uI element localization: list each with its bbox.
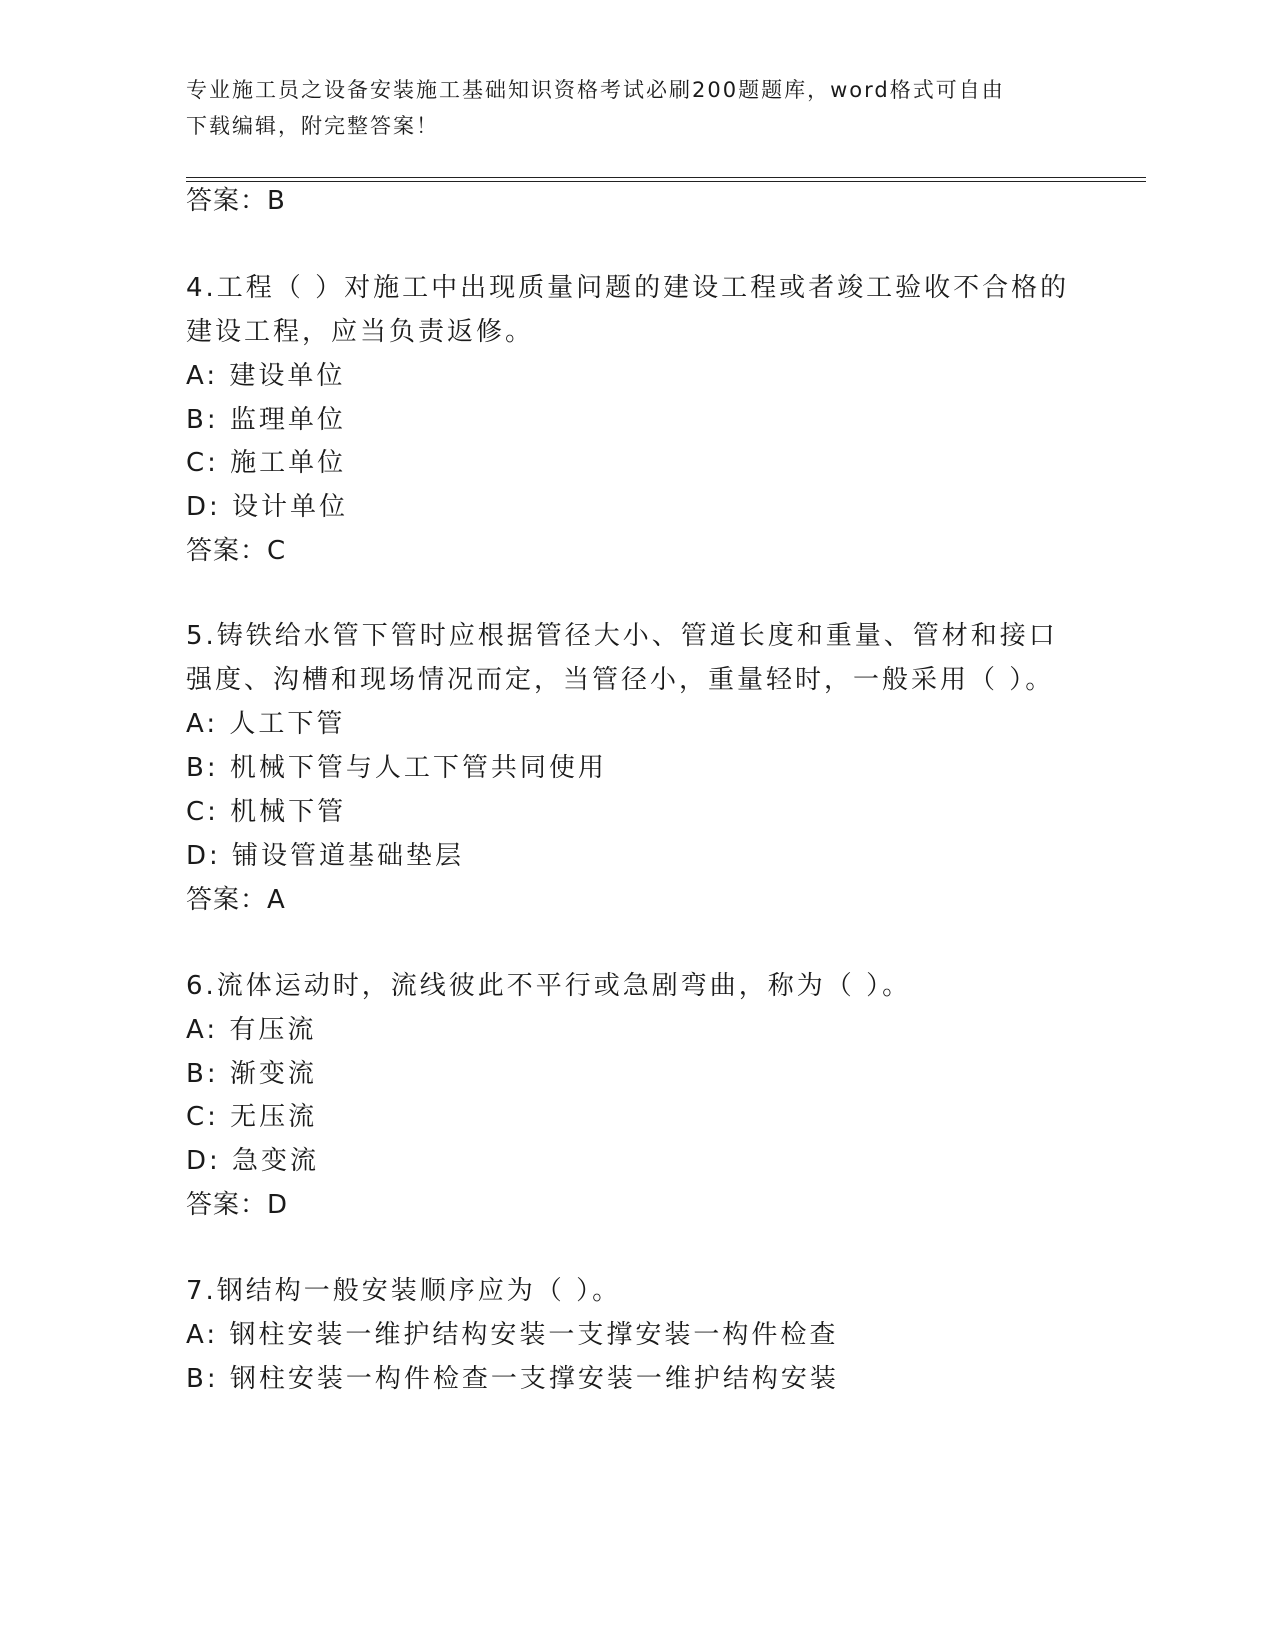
header-divider bbox=[186, 177, 1146, 182]
question-5-stem-line-1: 5.铸铁给水管下管时应根据管径大小、管道长度和重量、管材和接口 bbox=[186, 621, 1058, 651]
question-4-option-b: B: 监理单位 bbox=[186, 405, 346, 435]
question-5-answer: 答案：A bbox=[186, 885, 286, 915]
question-6-option-d: D: 急变流 bbox=[186, 1146, 320, 1176]
answer-previous: 答案：B bbox=[186, 186, 286, 216]
question-5-option-a: A: 人工下管 bbox=[186, 709, 346, 739]
question-5-option-d: D: 铺设管道基础垫层 bbox=[186, 841, 465, 871]
question-6-option-c: C: 无压流 bbox=[186, 1102, 318, 1132]
question-7-stem-line-1: 7.钢结构一般安装顺序应为（ ）。 bbox=[186, 1276, 622, 1306]
question-4-option-d: D: 设计单位 bbox=[186, 492, 349, 522]
question-5-stem-line-2: 强度、沟槽和现场情况而定，当管径小，重量轻时，一般采用（ ）。 bbox=[186, 665, 1055, 695]
question-4-stem-line-1: 4.工程（ ）对施工中出现质量问题的建设工程或者竣工验收不合格的 bbox=[186, 273, 1070, 303]
question-6-option-a: A: 有压流 bbox=[186, 1015, 317, 1045]
question-4-answer: 答案：C bbox=[186, 536, 287, 566]
header-line-2: 下载编辑，附完整答案！ bbox=[186, 114, 439, 138]
question-4-stem-line-2: 建设工程，应当负责返修。 bbox=[186, 317, 535, 347]
question-6-option-b: B: 渐变流 bbox=[186, 1059, 317, 1089]
question-4-option-a: A: 建设单位 bbox=[186, 361, 346, 391]
question-7-option-b: B: 钢柱安装一构件检查一支撑安装一维护结构安装 bbox=[186, 1364, 839, 1394]
question-7-option-a: A: 钢柱安装一维护结构安装一支撑安装一构件检查 bbox=[186, 1320, 839, 1350]
question-4-option-c: C: 施工单位 bbox=[186, 448, 347, 478]
question-5-option-c: C: 机械下管 bbox=[186, 797, 347, 827]
question-6-stem-line-1: 6.流体运动时，流线彼此不平行或急剧弯曲，称为（ ）。 bbox=[186, 971, 912, 1001]
document-header bbox=[186, 72, 1066, 144]
question-5-option-b: B: 机械下管与人工下管共同使用 bbox=[186, 753, 607, 783]
question-6-answer: 答案：D bbox=[186, 1190, 289, 1220]
header-line-1: 专业施工员之设备安装施工基础知识资格考试必刷200题题库，word格式可自由 bbox=[186, 78, 1005, 102]
